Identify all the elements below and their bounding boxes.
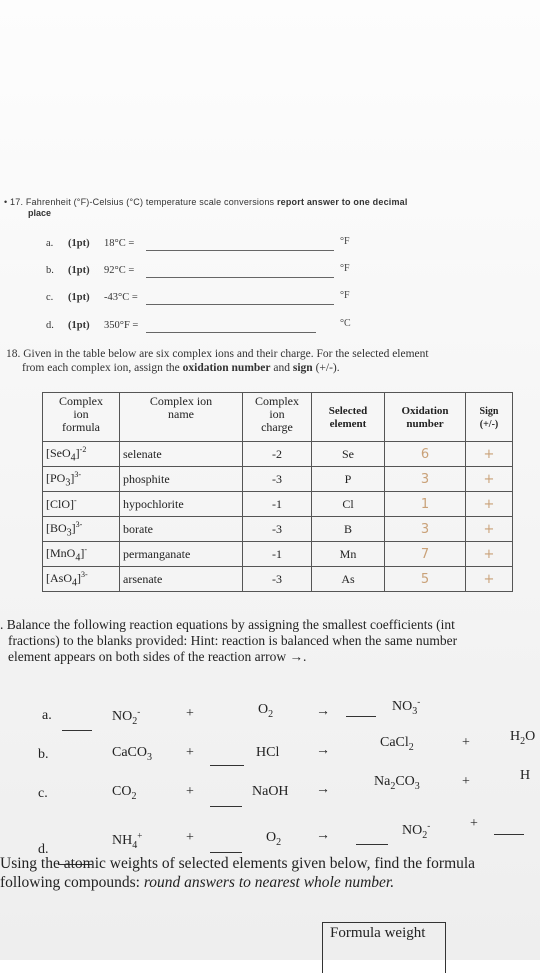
handwritten-oxidation-number: 5 (420, 571, 430, 587)
plus-sign: + (186, 784, 194, 799)
reactant-1: $CO_2$ (112, 784, 137, 802)
complex-ion-table (42, 392, 513, 592)
reaction-arrow: → (316, 743, 330, 758)
handwritten-sign: + (483, 446, 495, 462)
reaction-arrow: → (316, 828, 330, 843)
ion-formula-cell: $[AsO_4]^{3-}$ (43, 567, 120, 592)
product-2: $H_2O$ (510, 729, 536, 747)
ion-name-cell: selenate (120, 442, 243, 467)
q19-prompt-line3: element appears on both sides of the reaction arrow →. (8, 649, 307, 664)
header-formula: Complex ion formula (43, 393, 120, 442)
product-2: H (520, 768, 531, 783)
plus-sign: + (186, 830, 194, 845)
q19-prompt-line1: . Balance the following reaction equations by assigning the smallest coefficients (int (0, 617, 455, 632)
product-1: CaCl$_2$ (380, 735, 414, 753)
header-name: Complex ion name (120, 393, 243, 442)
reaction-arrow: → (316, 782, 330, 797)
q17-item-letter: d. (46, 320, 54, 331)
sign-cell[interactable] (466, 517, 513, 542)
plus-sign: + (186, 745, 194, 760)
ion-charge-cell: -1 (243, 492, 312, 517)
ion-name-cell: phosphite (120, 467, 243, 492)
header-element: Selected element (312, 393, 385, 442)
sign-cell[interactable] (466, 542, 513, 567)
table-row (43, 492, 513, 517)
ion-name-cell: hypochlorite (120, 492, 243, 517)
handwritten-oxidation-number: 1 (420, 496, 430, 512)
selected-element-cell: Se (312, 442, 385, 467)
coefficient-blank[interactable] (210, 765, 244, 766)
ion-charge-cell: -1 (243, 542, 312, 567)
q17-title-bold: report answer to one decimal (276, 197, 408, 207)
equation-letter: a. (42, 708, 52, 723)
q17-item-letter: c. (46, 292, 54, 303)
product-1: $NO_3^-$ (392, 696, 421, 717)
q17-item-unit: °C (340, 318, 351, 329)
q17-item-unit: °F (340, 263, 350, 274)
ion-formula-cell: $[BO_3]^{3-}$ (43, 517, 120, 542)
coefficient-blank[interactable] (210, 806, 242, 807)
q17-item-unit: °F (340, 236, 350, 247)
coefficient-blank[interactable] (346, 716, 376, 717)
q17-title-cont: place (28, 208, 52, 218)
sign-cell[interactable] (466, 567, 513, 592)
handwritten-sign: + (483, 471, 495, 487)
handwritten-sign: + (483, 521, 495, 537)
q20-line2-a: following compounds: (0, 874, 144, 891)
equation-letter: c. (38, 786, 48, 801)
selected-element-cell: Cl (312, 492, 385, 517)
oxidation-number-cell[interactable] (385, 442, 466, 467)
ion-name-cell: permanganate (120, 542, 243, 567)
coefficient-blank[interactable] (62, 730, 92, 731)
q17-item-letter: a. (46, 238, 54, 249)
handwritten-sign: + (483, 546, 495, 562)
coefficient-blank[interactable] (210, 852, 242, 853)
reactant-1: $NO_2^-$ (112, 706, 141, 727)
coefficient-blank[interactable] (494, 834, 524, 835)
oxidation-number-cell[interactable] (385, 492, 466, 517)
formula-weight-label: Formula weight (330, 925, 426, 941)
selected-element-cell: As (312, 567, 385, 592)
plus-sign: + (462, 735, 470, 750)
ion-formula-cell: $[SeO_4]^{-2}$ (43, 442, 120, 467)
oxidation-number-cell[interactable] (385, 467, 466, 492)
ion-charge-cell: -3 (243, 467, 312, 492)
q19-prompt (0, 617, 457, 665)
table-row (43, 467, 513, 492)
handwritten-oxidation-number: 6 (420, 446, 430, 462)
q17-item-points: (1pt) (68, 320, 90, 331)
handwritten-oxidation-number: 3 (420, 471, 430, 487)
q17-item-points: (1pt) (68, 238, 90, 249)
oxidation-number-cell[interactable] (385, 517, 466, 542)
ion-name-cell: arsenate (120, 567, 243, 592)
header-charge: Complex ion charge (243, 393, 312, 442)
q20-prompt (0, 854, 475, 892)
handwritten-oxidation-number: 3 (420, 521, 430, 537)
ion-formula-cell: $[PO_3]^{3-}$ (43, 467, 120, 492)
plus-sign: + (186, 706, 194, 721)
q17-title-text: • 17. Fahrenheit (°F)-Celsius (°C) temperature scale conversions (4, 197, 277, 207)
table-row (43, 567, 513, 592)
q17-answer-blank[interactable] (146, 277, 334, 278)
reaction-arrow: → (316, 704, 330, 719)
table-row (43, 517, 513, 542)
header-sign: Sign (+/-) (466, 393, 513, 442)
q17-item-expression: 92°C = (104, 265, 135, 276)
ion-charge-cell: -2 (243, 442, 312, 467)
q17-answer-blank[interactable] (146, 332, 316, 333)
q17-answer-blank[interactable] (146, 304, 334, 305)
q20-line2-b: round answers to nearest whole number. (143, 874, 395, 891)
table-row (43, 542, 513, 567)
ion-formula-cell: [ClO]- (43, 492, 120, 517)
q17-item-points: (1pt) (68, 265, 90, 276)
plus-sign: + (462, 774, 470, 789)
oxidation-number-cell[interactable] (385, 567, 466, 592)
sign-cell[interactable] (466, 492, 513, 517)
header-oxidation: Oxidation number (385, 393, 466, 442)
q17-item-unit: °F (340, 290, 350, 301)
reactant-2: HCl (256, 745, 280, 760)
q17-item-letter: b. (46, 265, 54, 276)
ion-charge-cell: -3 (243, 517, 312, 542)
q19-prompt-line2: fractions) to the blanks provided: Hint: reaction is balanced when the same number (8, 633, 458, 648)
q17-item-expression: 18°C = (104, 238, 135, 249)
selected-element-cell: Mn (312, 542, 385, 567)
plus-sign: + (470, 816, 478, 831)
reactant-1: CaCO$_3$ (112, 745, 152, 763)
q20-prompt-line2 (0, 873, 475, 892)
handwritten-sign: + (483, 496, 495, 512)
q18-prompt-line1: 18. Given in the table below are six complex ions and their charge. For the selected element (6, 348, 429, 360)
q20-prompt-line1: Using the atomic weights of selected elements given below, find the formula (0, 855, 476, 872)
product-1: $NO_2^-$ (402, 820, 431, 841)
q17-item-expression: -43°C = (104, 292, 138, 303)
product-1: $Na_2CO_3$ (374, 774, 420, 792)
handwritten-sign: + (483, 571, 495, 587)
selected-element-cell: P (312, 467, 385, 492)
equation-letter: d. (38, 842, 49, 857)
sign-cell[interactable] (466, 467, 513, 492)
q17-title (4, 197, 408, 207)
ion-name-cell: borate (120, 517, 243, 542)
coefficient-blank[interactable] (356, 844, 388, 845)
q17-item-expression: 350°F = (104, 320, 139, 331)
reactant-2: NaOH (252, 784, 289, 799)
q17-item-points: (1pt) (68, 292, 90, 303)
table-row (43, 442, 513, 467)
equation-letter: b. (38, 747, 49, 762)
ion-charge-cell: -3 (243, 567, 312, 592)
q18-prompt-line2: from each complex ion, assign the oxidation number and sign (+/-). (22, 362, 340, 374)
reactant-1: $NH_4^+$ (112, 830, 143, 851)
reactant-2: $O_2$ (266, 830, 282, 848)
selected-element-cell: B (312, 517, 385, 542)
sign-cell[interactable] (466, 442, 513, 467)
ion-formula-cell: [MnO$_4$]- (43, 542, 120, 567)
q17-answer-blank[interactable] (146, 250, 334, 251)
handwritten-oxidation-number: 7 (420, 546, 430, 562)
reactant-2: $O_2$ (258, 702, 274, 720)
oxidation-number-cell[interactable] (385, 542, 466, 567)
table-header-row (43, 393, 513, 442)
